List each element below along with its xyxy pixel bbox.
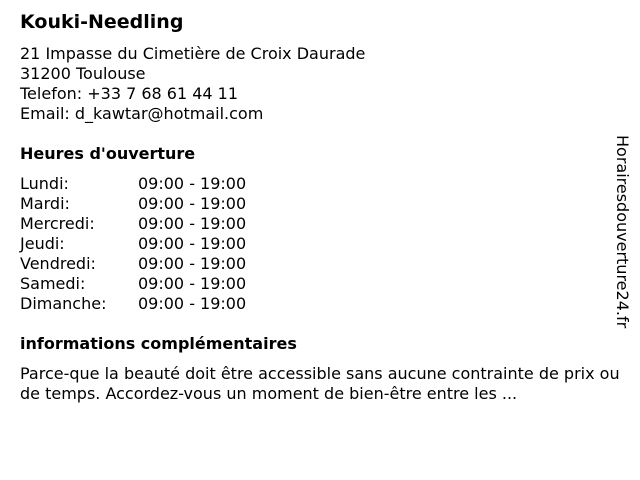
hours-time: 09:00 - 19:00 <box>138 214 247 233</box>
hours-row-tuesday <box>20 194 246 214</box>
hours-time: 09:00 - 19:00 <box>138 254 247 273</box>
site-watermark: Horairesdouverture24.fr <box>613 135 632 329</box>
hours-day: Dimanche: <box>20 294 107 313</box>
hours-row-wednesday <box>20 214 246 234</box>
hours-row-saturday <box>20 274 246 294</box>
hours-time: 09:00 - 19:00 <box>138 234 247 253</box>
hours-day: Mercredi: <box>20 214 95 233</box>
hours-time: 09:00 - 19:00 <box>138 194 247 213</box>
email-address: Email: d_kawtar@hotmail.com <box>20 104 264 123</box>
hours-time: 09:00 - 19:00 <box>138 294 247 313</box>
additional-info-text: Parce-que la beauté doit être accessible sans aucune contrainte de prix ou de temps. Accordez-vous un moment de bien-être entre les ... <box>20 364 620 403</box>
opening-hours-table <box>20 174 246 314</box>
hours-time: 09:00 - 19:00 <box>138 174 247 193</box>
hours-day: Lundi: <box>20 174 69 193</box>
address-line-1: 21 Impasse du Cimetière de Croix Daurade <box>20 44 366 63</box>
contact-block <box>20 44 365 124</box>
hours-row-thursday <box>20 234 246 254</box>
phone-number: Telefon: +33 7 68 61 44 11 <box>20 84 239 103</box>
business-name: Kouki-Needling <box>20 11 184 33</box>
address-line-2: 31200 Toulouse <box>20 64 146 83</box>
hours-day: Jeudi: <box>20 234 65 253</box>
hours-row-friday <box>20 254 246 274</box>
hours-row-monday <box>20 174 246 194</box>
opening-hours-heading: Heures d'ouverture <box>20 144 196 163</box>
hours-time: 09:00 - 19:00 <box>138 274 247 293</box>
hours-day: Samedi: <box>20 274 86 293</box>
hours-row-sunday <box>20 294 246 314</box>
hours-day: Mardi: <box>20 194 70 213</box>
additional-info-heading: informations complémentaires <box>20 334 297 353</box>
hours-day: Vendredi: <box>20 254 96 273</box>
